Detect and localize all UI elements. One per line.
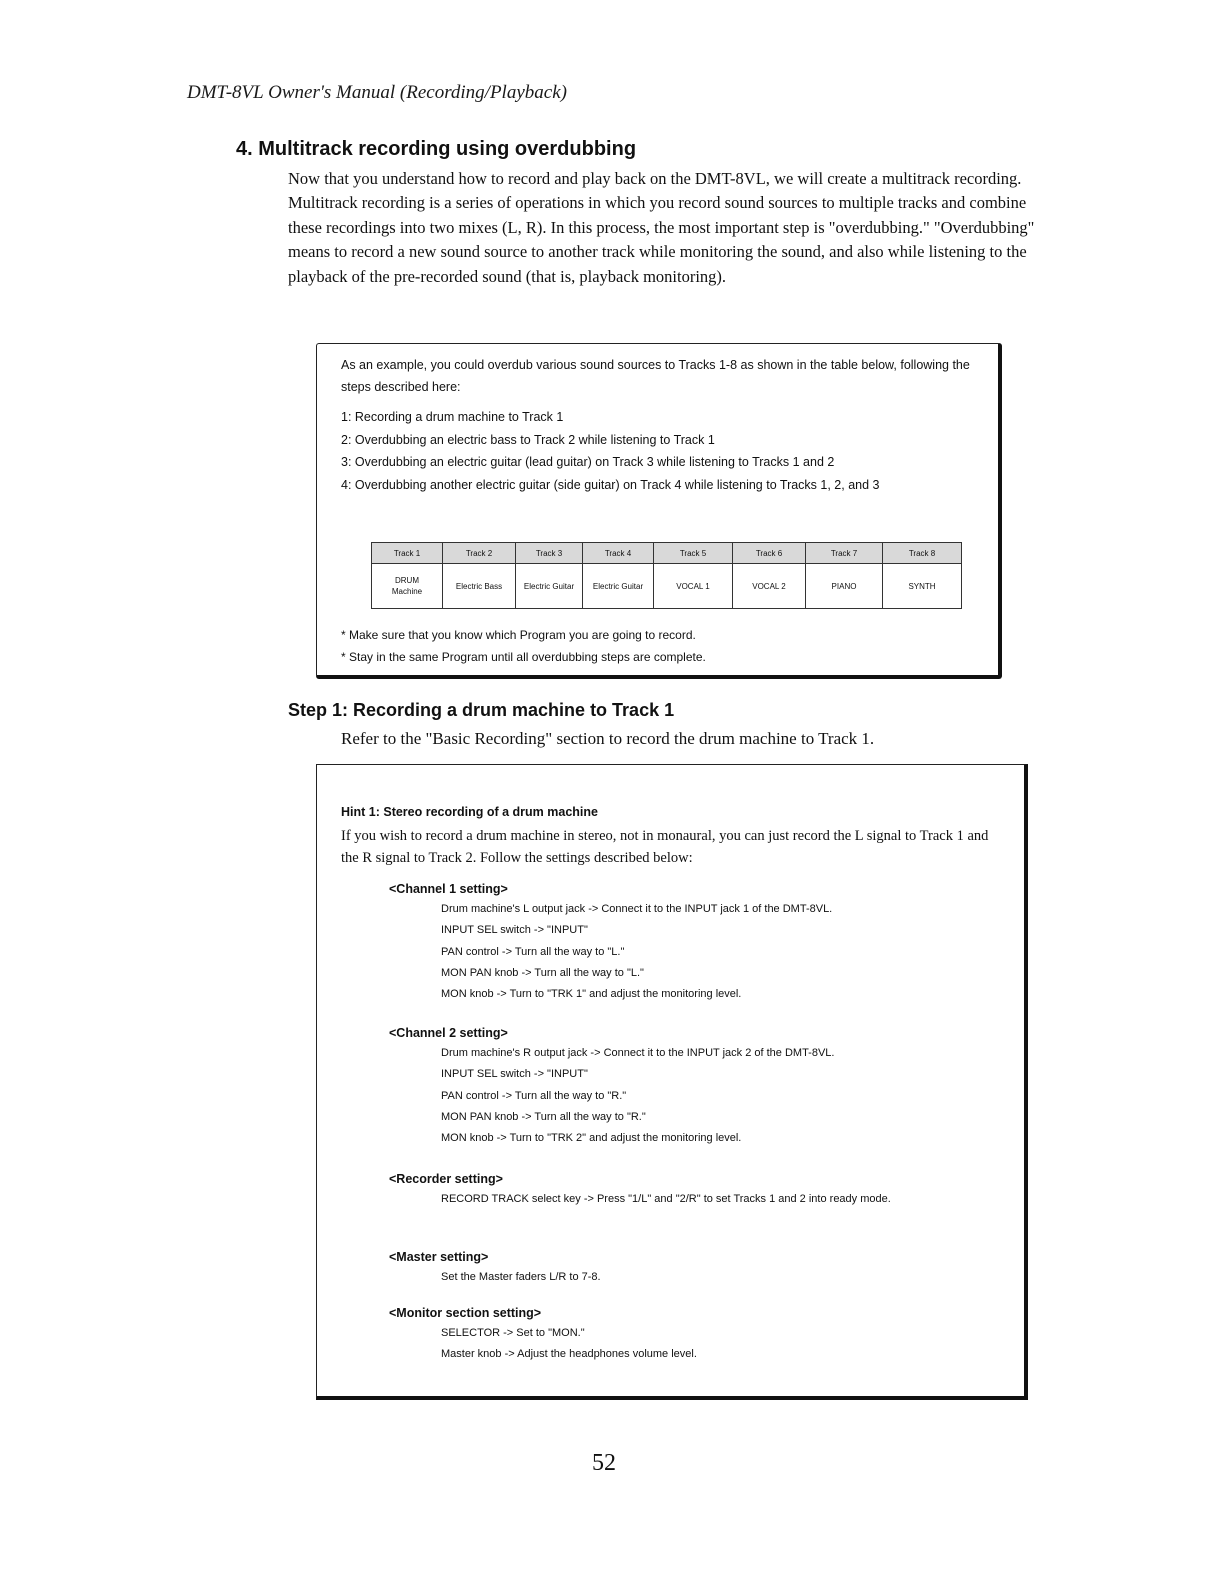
track-cell [806,564,883,609]
setting-lines [389,1043,1001,1149]
hint-text: If you wish to record a drum machine in stereo, not in monaural, you can just record the L signal to Track 1 and the R signal to Track 2. Follow the settings described below: [341,828,989,866]
recorder-setting [389,1169,1001,1210]
track-cell [654,564,733,609]
setting-line: INPUT SEL switch -> "INPUT" [441,924,588,937]
monitor-section-setting [389,1303,1001,1366]
setting-line: PAN control -> Turn all the way to "R." [441,1089,627,1102]
intro-paragraph: Multitrack recording is a series of operations in which you record sound sources to multiple tracks and combine these recordings into two mixes (L, R). In this process, the most important step is "overdubbing." "Overdubbing" means to record a new sound source to another track while monitoring the sound, and also while listening to the playback of the pre-recorded sound (that is, playback monitoring). [288,193,1035,286]
example-note: * Stay in the same Program until all overdubbing steps are complete. [341,650,706,664]
track-header: Track 5 [654,543,733,564]
example-box [316,343,1002,679]
setting-lines [389,899,1001,1005]
track-cell [733,564,806,609]
track-cell [372,564,443,609]
step-title: Step 1: Recording a drum machine to Track 1 [288,700,675,720]
track-cell-label: VOCAL 2 [752,581,786,591]
setting-line: Set the Master faders L/R to 7-8. [441,1271,601,1283]
setting-lines [389,1323,1001,1366]
track-cell-label: Electric Guitar [523,581,575,591]
setting-heading: <Channel 1 setting> [389,882,508,896]
setting-line: SELECTOR -> Set to "MON." [441,1327,585,1339]
setting-lines [389,1267,1001,1288]
setting-heading: <Monitor section setting> [389,1306,542,1320]
track-header: Track 4 [583,543,654,564]
example-step: 4: Overdubbing another electric guitar (side guitar) on Track 4 while listening to Tracks 1, 2, and 3 [341,477,880,492]
hint-box [316,764,1028,1400]
hint-title: Hint 1: Stereo recording of a drum machine [341,805,598,819]
section-title: 4. Multitrack recording using overdubbing [236,138,637,160]
track-source-row [372,564,962,609]
example-lead: As an example, you could overdub various sound sources to Tracks 1-8 as shown in the table below, following the steps described here: [341,358,970,394]
intro-text [288,167,1040,289]
track-header: Track 3 [516,543,583,564]
track-cell [583,564,654,609]
setting-line: PAN control -> Turn all the way to "L." [441,945,625,958]
track-cell-label: Electric Guitar [592,581,644,591]
page-number: 52 [592,1450,616,1476]
setting-line: MON PAN knob -> Turn all the way to "L." [441,966,644,979]
setting-line: MON knob -> Turn to "TRK 1" and adjust the monitoring level. [441,988,742,1001]
setting-heading: <Recorder setting> [389,1172,503,1186]
setting-line: MON knob -> Turn to "TRK 2" and adjust the monitoring level. [441,1132,742,1145]
example-notes [341,624,706,668]
example-step: 3: Overdubbing an electric guitar (lead guitar) on Track 3 while listening to Tracks 1 and 2 [341,455,835,469]
setting-lines [389,1189,1001,1210]
track-cell-label: DRUM Machine [391,576,423,596]
step-text: Refer to the "Basic Recording" section to record the drum machine to Track 1. [341,729,875,748]
setting-line: MON PAN knob -> Turn all the way to "R." [441,1110,646,1123]
example-step: 1: Recording a drum machine to Track 1 [341,410,564,424]
master-setting [389,1247,1001,1288]
track-header: Track 1 [372,543,443,564]
track-cell [443,564,516,609]
setting-line: Drum machine's L output jack -> Connect it to the INPUT jack 1 of the DMT-8VL. [441,903,833,915]
example-note: * Make sure that you know which Program you are going to record. [341,628,696,642]
setting-line: Master knob -> Adjust the headphones volume level. [441,1348,697,1361]
track-cell-label: VOCAL 1 [676,581,710,591]
track-cell-label: PIANO [831,581,857,591]
example-steps [341,406,991,496]
track-header: Track 6 [733,543,806,564]
running-header: DMT-8VL Owner's Manual (Recording/Playback) [187,82,567,103]
intro-paragraph: Now that you understand how to record and play back on the DMT-8VL, we will create a multitrack recording. [288,169,1022,188]
setting-heading: <Channel 2 setting> [389,1026,508,1040]
setting-line: Drum machine's R output jack -> Connect it to the INPUT jack 2 of the DMT-8VL. [441,1047,835,1059]
track-cell [516,564,583,609]
setting-line: INPUT SEL switch -> "INPUT" [441,1068,588,1081]
track-header: Track 7 [806,543,883,564]
setting-heading: <Master setting> [389,1250,489,1264]
track-table [371,542,962,609]
track-cell-label: SYNTH [908,581,936,591]
track-header-row [372,543,962,564]
track-header: Track 8 [883,543,962,564]
track-header: Track 2 [443,543,516,564]
setting-line: RECORD TRACK select key -> Press "1/L" and "2/R" to set Tracks 1 and 2 into ready mode. [441,1193,891,1205]
example-step: 2: Overdubbing an electric bass to Track 2 while listening to Track 1 [341,432,715,447]
track-cell-label: Electric Bass [455,581,503,591]
channel-1-setting [389,879,1001,1005]
channel-2-setting [389,1023,1001,1149]
track-cell [883,564,962,609]
